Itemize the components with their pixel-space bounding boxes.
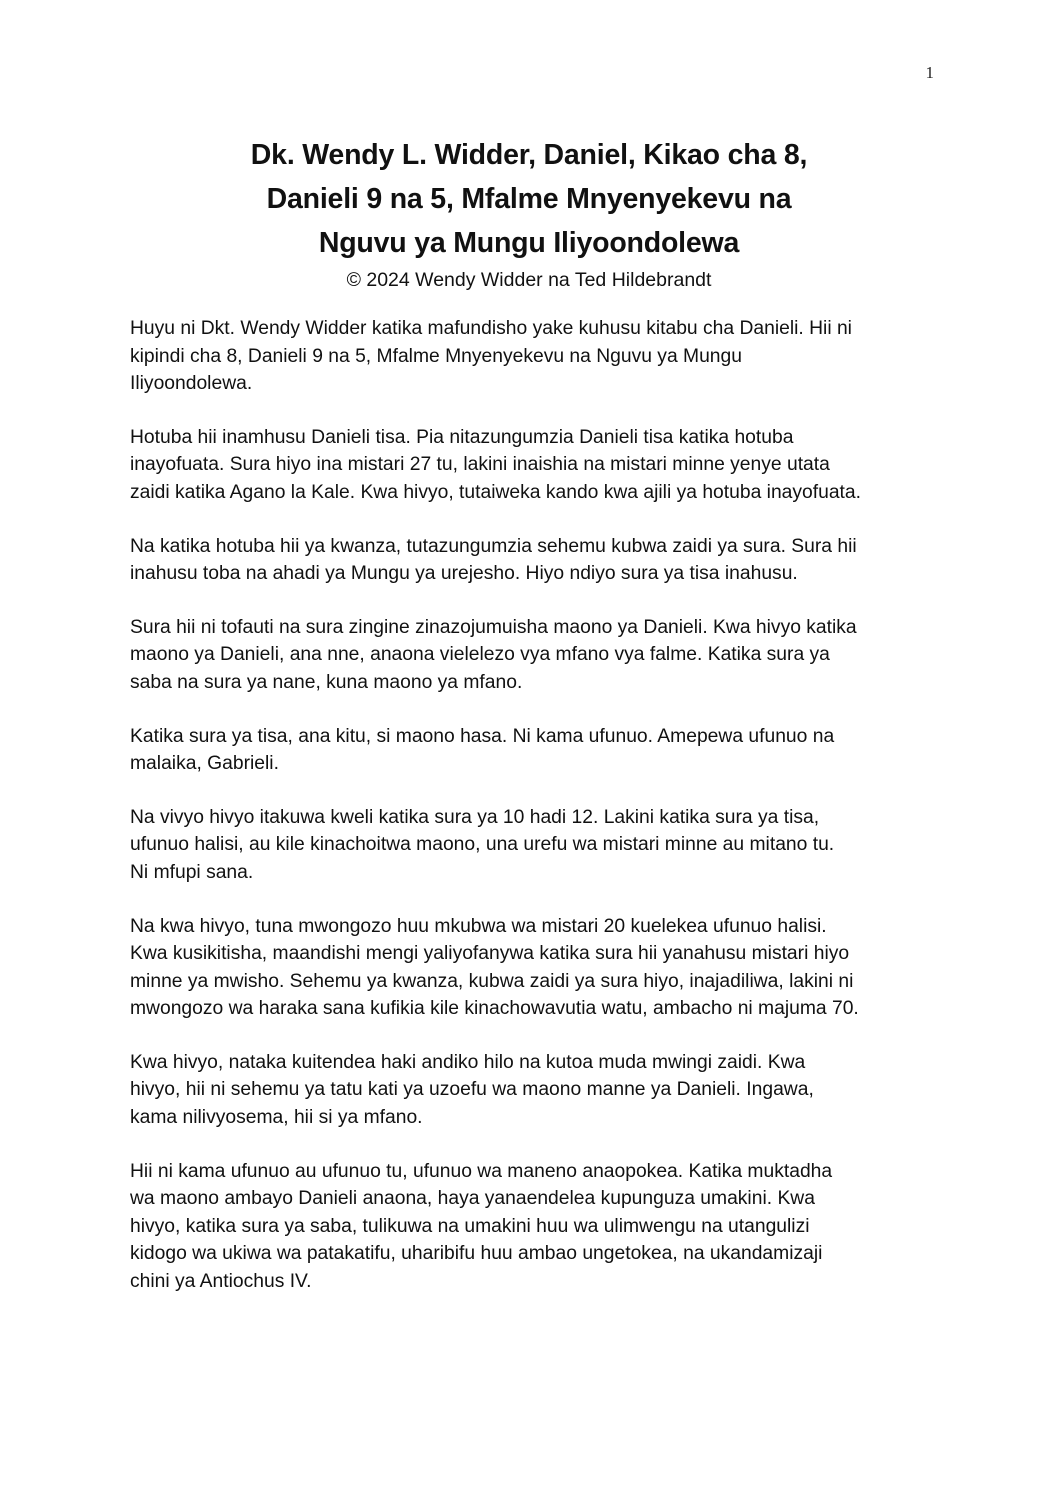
title-line-3: Nguvu ya Mungu Iliyoondolewa: [318, 227, 740, 259]
copyright-notice: © 2024 Wendy Widder na Ted Hildebrandt: [346, 269, 712, 291]
paragraph: Hii ni kama ufunuo au ufunuo tu, ufunuo wa maneno anaopokea. Katika muktadha wa maono ambayo Danieli anaona, haya yanaendelea kupunguza umakini. Kwa hivyo, katika sura ya saba, tulikuwa na umakini huu wa ulimwengu na utangulizi kidogo wa ukiwa wa patakatifu, uharibifu huu ambao ungetokea, na ukandamizaji chini ya Antiochus IV.: [130, 1160, 833, 1293]
page-number: 1: [925, 63, 934, 82]
title-line-2: Danieli 9 na 5, Mfalme Mnyenyekevu na: [266, 183, 792, 215]
paragraph: Hotuba hii inamhusu Danieli tisa. Pia nitazungumzia Danieli tisa katika hotuba inayofuata. Sura hiyo ina mistari 27 tu, lakini inaishia na mistari minne yenye utata zaidi katika Agano la Kale. Kwa hivyo, tutaiweka kando kwa ajili ya hotuba inayofuata.: [130, 426, 861, 503]
paragraph: Katika sura ya tisa, ana kitu, si maono hasa. Ni kama ufunuo. Amepewa ufunuo na malaika, Gabrieli.: [130, 725, 835, 775]
paragraph: Na kwa hivyo, tuna mwongozo huu mkubwa wa mistari 20 kuelekea ufunuo halisi. Kwa kusikitisha, maandishi mengi yaliyofanywa katika sura hii yanahusu mistari hiyo minne ya mwisho. Sehemu ya kwanza, kubwa zaidi ya sura hiyo, inajadiliwa, lakini ni mwongozo wa haraka sana kufikia kile kinachowavutia watu, ambacho ni majuma 70.: [130, 915, 859, 1020]
document-body: [130, 315, 940, 1322]
paragraph: Huyu ni Dkt. Wendy Widder katika mafundisho yake kuhusu kitabu cha Danieli. Hii ni kipindi cha 8, Danieli 9 na 5, Mfalme Mnyenyekevu na Nguvu ya Mungu Iliyoondolewa.: [130, 318, 852, 395]
paragraph: Na katika hotuba hii ya kwanza, tutazungumzia sehemu kubwa zaidi ya sura. Sura hii inahusu toba na ahadi ya Mungu ya urejesho. Hiyo ndiyo sura ya tisa inahusu.: [130, 535, 857, 585]
title-line-1: Dk. Wendy L. Widder, Daniel, Kikao cha 8,: [250, 139, 808, 171]
document-header: [128, 133, 930, 295]
paragraph: Kwa hivyo, nataka kuitendea haki andiko hilo na kutoa muda mwingi zaidi. Kwa hivyo, hii ni sehemu ya tatu kati ya uzoefu wa maono manne ya Danieli. Ingawa, kama nilivyosema, hii si ya mfano.: [130, 1051, 814, 1129]
paragraph: Na vivyo hivyo itakuwa kweli katika sura ya 10 hadi 12. Lakini katika sura ya tisa, ufunuo halisi, au kile kinachoitwa maono, una urefu wa mistari minne au mitano tu. Ni mfupi sana.: [130, 806, 835, 883]
paragraph: Sura hii ni tofauti na sura zingine zinazojumuisha maono ya Danieli. Kwa hivyo katika maono ya Danieli, ana nne, anaona vielelezo vya mfano vya falme. Katika sura ya saba na sura ya nane, kuna maono ya mfano.: [130, 616, 857, 693]
